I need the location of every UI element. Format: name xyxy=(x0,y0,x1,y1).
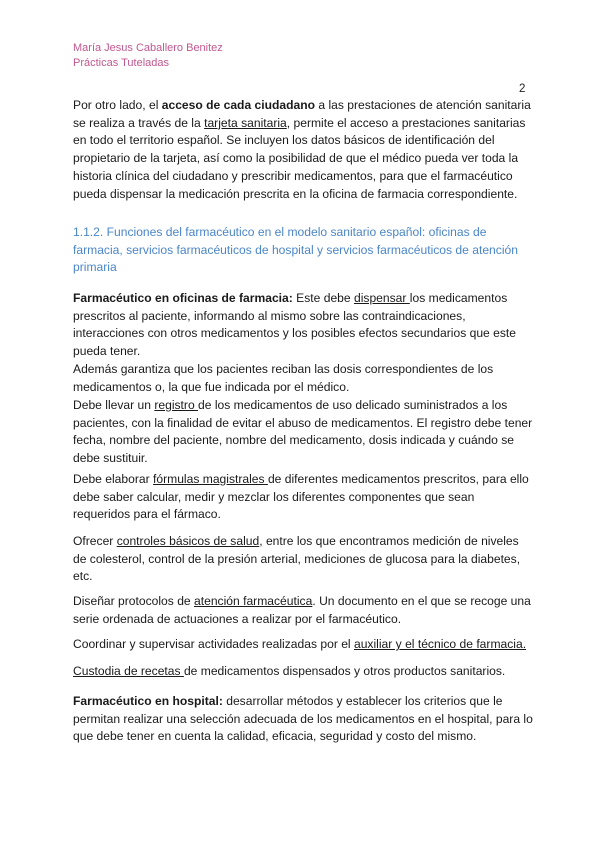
text: Debe llevar un xyxy=(73,398,155,412)
text: Además garantiza que los pacientes reciban las dosis correspondientes de los medicamentos o, la que fue indicada por el médico. xyxy=(73,361,494,394)
text: . Un documento en el que se recoge una serie ordenada de actuaciones a realizar por el farmacéutico. xyxy=(73,594,531,626)
header-subtitle: Prácticas Tuteladas xyxy=(73,57,169,69)
text: Ofrecer xyxy=(73,534,117,548)
underlined-text: registro xyxy=(154,398,199,412)
text: de diferentes medicamentos prescritos, para ello debe saber calcular, medir y mezclar los diferentes componentes que sean requeridos para el fármaco. xyxy=(73,472,529,522)
paragraph-protocolos xyxy=(73,593,533,628)
paragraph-oficina-farmacia xyxy=(73,290,533,396)
paragraph-hospital xyxy=(73,693,533,746)
author-name: María Jesus Caballero Benitez xyxy=(73,42,223,54)
underlined-text: atención farmacéutica xyxy=(194,594,313,608)
text: , permite el acceso a prestaciones sanitarias en todo el territorio español. Se incluyen los datos básicos de identificación del propietario de la tarjeta, así como la posibilidad de que el médico pueda ver toda la historia clínica del ciudadano y prescribir medicamentos, para que el farmacéutico pueda dispensar la medicación prescrita en la oficina de farmacia correspondiente. xyxy=(73,115,526,201)
paragraph-custodia xyxy=(73,663,533,681)
text: los medicamentos prescritos al paciente, informando al mismo sobre las contraindicaciones, interacciones con otros medicamentos y los posibles efectos secundarios que este pueda tener. xyxy=(73,291,517,359)
text: Diseñar protocolos de xyxy=(73,594,195,608)
text: Debe elaborar xyxy=(73,472,154,486)
page-number: 2 xyxy=(519,83,526,95)
text: , entre los que encontramos medición de niveles de colesterol, control de la presión arterial, mediciones de glucosa para la diabetes, etc. xyxy=(73,534,521,584)
paragraph-registro xyxy=(73,397,533,468)
paragraph-controles xyxy=(73,533,533,586)
underlined-text: auxiliar y el técnico de farmacia. xyxy=(353,637,527,651)
text: a las prestaciones de atención sanitaria se realiza a través de la xyxy=(73,98,531,130)
text: Coordinar y supervisar actividades realizadas por el xyxy=(73,637,354,651)
text: desarrollar métodos y establecer los criterios que le permitan realizar una selección adecuada de los medicamentos en el hospital, para lo que debe tener en cuenta la calidad, eficacia, seguridad y costo del mismo. xyxy=(73,694,533,744)
bold-text: Farmacéutico en oficinas de farmacia: xyxy=(73,291,293,305)
section-heading: 1.1.2. Funciones del farmacéutico en el modelo sanitario español: oficinas de farmacia, servicios farmacéuticos de hospital y servicios farmacéuticos de atención primaria xyxy=(73,225,518,275)
underlined-text: controles básicos de salud xyxy=(116,534,260,548)
bold-text: acceso de cada ciudadano xyxy=(161,98,316,112)
text: Por otro lado, el xyxy=(73,98,162,112)
underlined-text: dispensar xyxy=(353,291,410,305)
bold-text: Farmacéutico en hospital: xyxy=(73,694,223,708)
text: de medicamentos dispensados y otros productos sanitarios. xyxy=(183,664,506,678)
document-header xyxy=(73,41,223,71)
text: Este debe xyxy=(292,291,354,305)
paragraph-coordinar xyxy=(73,636,533,654)
underlined-text: Custodia de recetas xyxy=(73,664,184,678)
underlined-text: fórmulas magistrales xyxy=(153,472,268,486)
text: de los medicamentos de uso delicado suministrados a los pacientes, con la finalidad de evitar el abuso de medicamentos. El registro debe tener fecha, nombre del paciente, nombre del medicamento, dosis indicada y cuándo se debe sustituir. xyxy=(73,398,533,466)
underlined-text: tarjeta sanitaria xyxy=(204,115,287,130)
paragraph-acceso xyxy=(73,97,533,203)
paragraph-formulas xyxy=(73,471,533,524)
